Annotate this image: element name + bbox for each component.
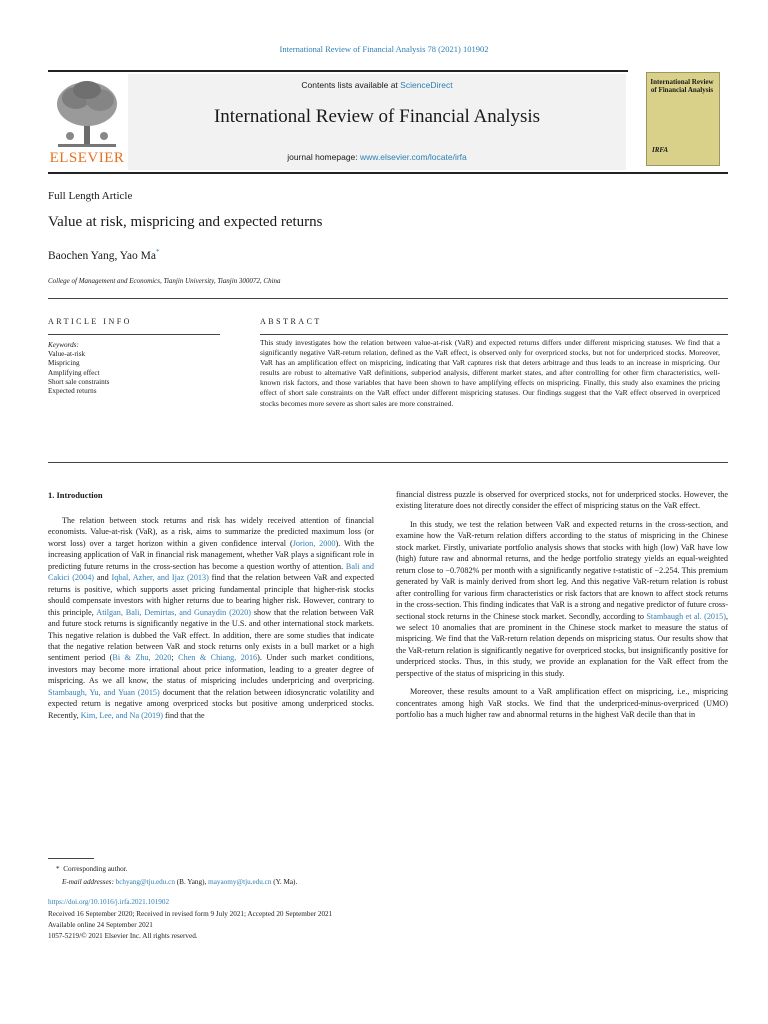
email-label: E-mail addresses: bbox=[62, 878, 114, 886]
abstract-text: This study investigates how the relation between value-at-risk (VaR) and expected returns differs under different mispricing statuses. We find that a significantly negative VaR-return relation, defined as the VaR effect, is observed only for overpriced stocks, but not for underpriced stocks. Moreover, VaR has an amplification effect on mispricing, indicating that VaR captures risk that deters arbitrage and thus leads to an increase in mispricing. Our results are robust to alternative VaR definitions, subperiod analysis, different market states, and after controlling for other firm characteristics, well-known risk factors, and those variables that have been shown to have amplifying effects on mispricing. Finally, this study also examines the pricing effect of short sale constraints on the VaR effect under different mispricing statuses. Our findings suggest that the VaR effect observed in overpriced stocks becomes more severe as short sales are more constrained. bbox=[260, 338, 720, 408]
keywords-label: Keywords: bbox=[48, 341, 79, 349]
paragraph-text: The relation between stock returns and risk has widely received attention of financial economists. Value-at-risk (VaR), as a risk, aims to summarize the predicted maximum loss (or worst loss) over a target horizon within a given confidence interval ( bbox=[48, 516, 374, 548]
sciencedirect-link[interactable]: ScienceDirect bbox=[400, 80, 453, 90]
citation-link[interactable]: Iqbal, Azher, and Ijaz (2013) bbox=[111, 573, 209, 583]
left-column bbox=[48, 515, 374, 721]
intro-paragraph-2 bbox=[396, 519, 728, 679]
article-info-rule bbox=[48, 334, 220, 335]
affiliation: College of Management and Economics, Tianjin University, Tianjin 300072, China bbox=[48, 277, 281, 285]
intro-paragraph-continued: financial distress puzzle is observed for overpriced stocks, not for underpriced stocks. However, the existing literature does not directly consider the effect of mispricing status on the VaR effect. bbox=[396, 490, 728, 511]
citation-link[interactable]: Bali and Cakici (2004) bbox=[48, 561, 375, 583]
authors-text: Baochen Yang, Yao Ma bbox=[48, 249, 156, 262]
paragraph-text: show that the relation between VaR and future stock returns is significantly negative in the U.S. and other international stock markets. This negative relation is dubbed the VaR effect. In addition, there are some studies that indicate that the negative relation between VaR and stock returns only exists in a bull market or a high sentiment period ( bbox=[48, 607, 374, 663]
keyword-item: Value-at-risk bbox=[48, 350, 86, 359]
paragraph-text: ). With the increasing application of VaR in financial risk management, whether VaR plays a significant role in predicting future returns in the cross-section has become a question worthy of attention. bbox=[48, 538, 374, 571]
homepage-prefix: journal homepage: bbox=[287, 152, 360, 162]
paragraph-text: find that the bbox=[162, 710, 205, 720]
article-info-heading: ARTICLE INFO bbox=[48, 317, 132, 326]
abstract-heading: ABSTRACT bbox=[260, 317, 322, 326]
paragraph-text: find that the relation between VaR and expected returns is positive, which supports asset pricing fundamental principle that higher-risk stocks should compensate investors with higher returns due to bearing higher risk. However, contrary to this principle, bbox=[48, 573, 375, 617]
cover-title: International Review of Financial Analysis bbox=[650, 78, 714, 94]
citation-link[interactable]: Stambaugh et al. (2015) bbox=[646, 611, 726, 621]
keyword-item: Amplifying effect bbox=[48, 368, 100, 377]
email-link-yang[interactable]: bchyang@tju.edu.cn bbox=[115, 878, 175, 886]
intro-paragraph-1 bbox=[48, 515, 374, 721]
cover-logo: IRFA bbox=[652, 146, 669, 154]
abstract-end-rule bbox=[48, 462, 728, 463]
paragraph-text: and bbox=[94, 573, 112, 583]
keyword-item: Mispricing bbox=[48, 359, 80, 368]
email-name-ma: (Y. Ma). bbox=[271, 878, 298, 886]
received-dates: Received 16 September 2020; Received in revised form 9 July 2021; Accepted 20 September 2021 bbox=[48, 910, 333, 918]
footnote-mark: * bbox=[56, 865, 60, 873]
doi-link[interactable]: https://doi.org/10.1016/j.irfa.2021.101902 bbox=[48, 898, 170, 906]
citation-link[interactable]: Jorion, 2000 bbox=[292, 538, 336, 548]
journal-title: International Review of Financial Analysis bbox=[213, 106, 541, 127]
email-link-ma[interactable]: mayaomy@tju.edu.cn bbox=[208, 878, 272, 886]
right-column bbox=[396, 489, 728, 721]
author-list bbox=[48, 248, 159, 262]
article-title: Value at risk, mispricing and expected returns bbox=[48, 214, 323, 230]
copyright-line: 1057-5219/© 2021 Elsevier Inc. All rights reserved. bbox=[48, 932, 198, 940]
email-name-yang: (B. Yang), bbox=[174, 878, 209, 886]
corresponding-footnote bbox=[56, 865, 127, 875]
intro-paragraph-3: Moreover, these results amount to a VaR amplification effect on mispricing, i.e., mispricing concentrates among high VaR stocks. We find that the underpriced-minus-overpriced (UMO) portfolio has a much higher raw and abnormal returns in the highest VaR decile than that in bbox=[396, 687, 728, 720]
footnote-rule bbox=[48, 858, 94, 859]
citation-link[interactable]: Chen & Chiang, 2016 bbox=[178, 653, 258, 663]
paragraph-text: , we select 10 anomalies that are prominent in the Chinese stock market to measure the status of mispricing. We find that the VaR-return relation depends on mispricing status. Our results show that the VaR-return relation is significantly negative for overpriced stocks, but insignificantly positive for underpriced stocks. Thus, in this study, we provide an explanation for the VaR effect from the perspective of the status of mispricing in this study. bbox=[396, 611, 728, 678]
contents-prefix: Contents lists available at bbox=[301, 80, 401, 90]
paragraph-text: In this study, we test the relation between VaR and expected returns in the cross-section, and examine how the VaR-return relation differs according to the status of mispricing in the Chinese stock market. Firstly, univariate portfolio analysis shows that stocks with high (low) VaR have low (high) future raw and abnormal returns, and the hedge portfolio strategy yields an equal-weighted return close to −0.7082% per month with a significantly negative t-statistic of −2.254. This premium generated by VaR is mainly derived from short leg. And this negative VaR-return relation is robust after controlling for various firm characteristics or risk factors that are known to affect stock returns in the cross-section. This finding indicates that VaR is a strong and negative predictor of future cross-sectional stock returns in the Chinese stock market. Secondly, according to bbox=[396, 519, 728, 621]
keywords-block bbox=[48, 341, 228, 396]
publisher-wordmark: ELSEVIER bbox=[49, 150, 125, 166]
citation-link[interactable]: Bi & Zhu, 2020 bbox=[112, 653, 172, 663]
affiliation-rule bbox=[48, 298, 728, 299]
citation-link[interactable]: Stambaugh, Yu, and Yuan (2015) bbox=[48, 687, 160, 697]
keyword-item: Expected returns bbox=[48, 387, 97, 396]
citation-link[interactable]: Atilgan, Bali, Demirtas, and Gunaydin (2020) bbox=[96, 607, 251, 617]
email-footnote bbox=[62, 878, 297, 888]
online-date: Available online 24 September 2021 bbox=[48, 921, 153, 929]
introduction-heading: 1. Introduction bbox=[48, 490, 103, 500]
citation-link[interactable]: Kim, Lee, and Na (2019) bbox=[80, 710, 163, 720]
article-type: Full Length Article bbox=[48, 190, 133, 202]
paragraph-text: document that the relation between idiosyncratic volatility and expected return is negative among overpriced stocks but positive among underpriced stocks. Recently, bbox=[48, 687, 374, 720]
header-top-rule bbox=[48, 70, 628, 72]
corresponding-text: Corresponding author. bbox=[63, 865, 128, 873]
homepage-link[interactable]: www.elsevier.com/locate/irfa bbox=[360, 152, 467, 162]
contents-line bbox=[128, 80, 626, 90]
paragraph-text: ; bbox=[171, 653, 179, 663]
paragraph-text: ). Under such market conditions, investors may become more irrational about price information, leading to a greater degree of mispricing. As we all know, the status of mispricing includes underpricing and overpricing. bbox=[48, 653, 375, 686]
header-bottom-rule bbox=[48, 172, 728, 174]
corresponding-author-mark[interactable]: * bbox=[155, 248, 160, 256]
keyword-item: Short sale constraints bbox=[48, 377, 110, 386]
abstract-rule bbox=[260, 334, 728, 335]
homepage-line bbox=[128, 152, 626, 162]
journal-reference[interactable]: International Review of Financial Analysis 78 (2021) 101902 bbox=[279, 44, 489, 54]
